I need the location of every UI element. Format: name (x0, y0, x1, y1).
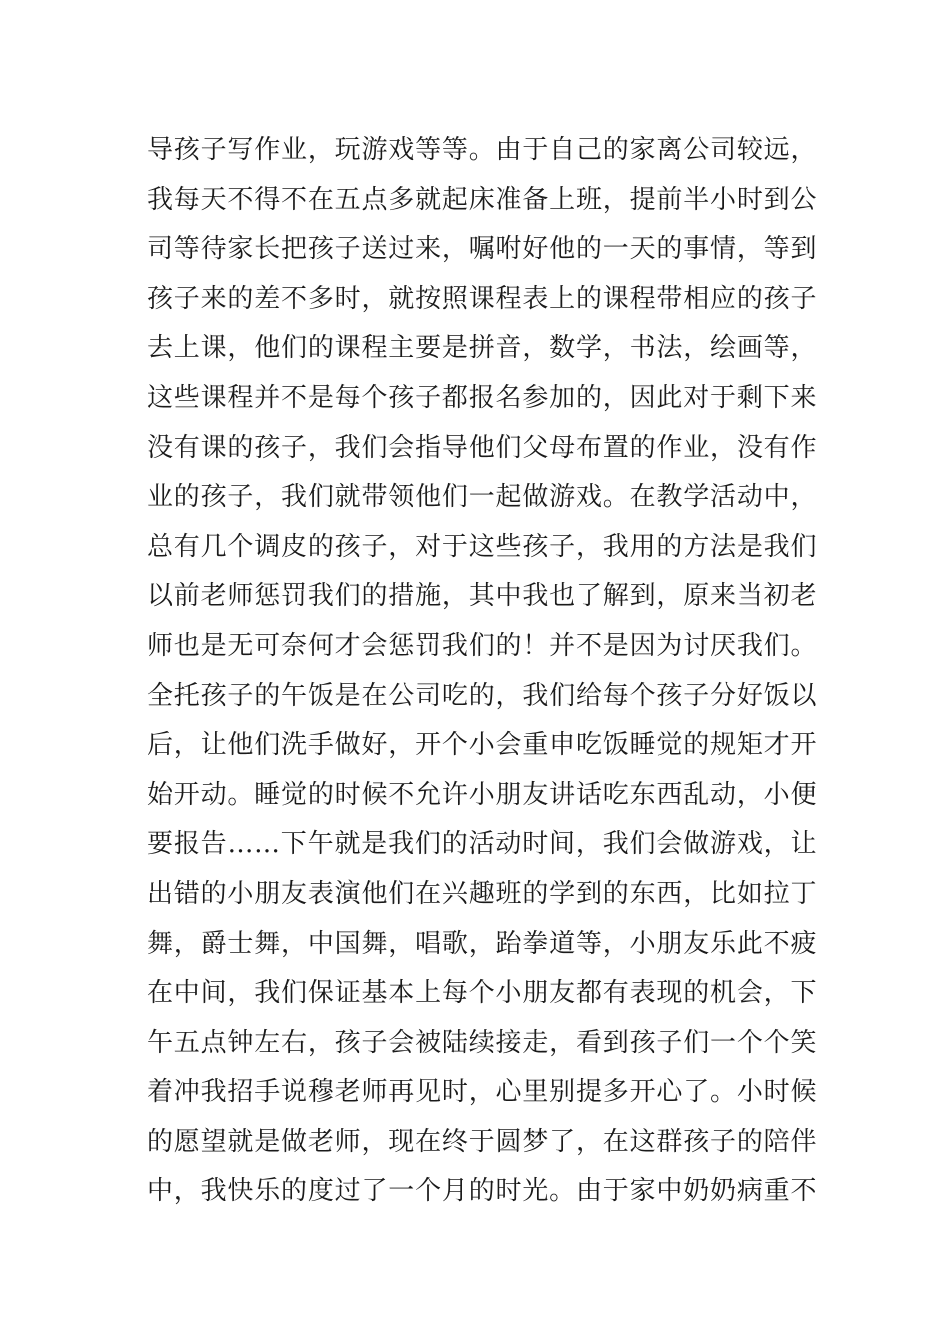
text-line: 去上课，他们的课程主要是拼音，数学，书法，绘画等， (147, 333, 817, 364)
text-line: 总有几个调皮的孩子，对于这些孩子，我用的方法是我们 (147, 531, 817, 562)
text-line: 师也是无可奈何才会惩罚我们的！并不是因为讨厌我们。 (147, 630, 817, 661)
text-line: 全托孩子的午饭是在公司吃的，我们给每个孩子分好饭以 (147, 680, 817, 711)
text-line: 舞，爵士舞，中国舞，唱歌，跆拳道等，小朋友乐此不疲 (147, 928, 817, 959)
text-line: 的愿望就是做老师，现在终于圆梦了，在这群孩子的陪伴 (147, 1126, 817, 1157)
text-line: 出错的小朋友表演他们在兴趣班的学到的东西，比如拉丁 (147, 878, 817, 909)
text-line: 午五点钟左右，孩子会被陆续接走，看到孩子们一个个笑 (147, 1027, 817, 1058)
text-line: 要报告……下午就是我们的活动时间，我们会做游戏，让 (147, 829, 817, 860)
text-line: 着冲我招手说穆老师再见时，心里别提多开心了。小时候 (147, 1077, 817, 1108)
text-line: 没有课的孩子，我们会指导他们父母布置的作业，没有作 (147, 432, 817, 463)
text-line: 业的孩子，我们就带领他们一起做游戏。在教学活动中， (147, 482, 817, 513)
body-text (147, 126, 817, 1217)
text-line: 我每天不得不在五点多就起床准备上班，提前半小时到公 (147, 184, 817, 215)
text-line: 在中间，我们保证基本上每个小朋友都有表现的机会，下 (147, 978, 817, 1009)
text-line: 以前老师惩罚我们的措施，其中我也了解到，原来当初老 (147, 581, 817, 612)
text-line: 导孩子写作业，玩游戏等等。由于自己的家离公司较远， (147, 135, 817, 165)
text-line: 中，我快乐的度过了一个月的时光。由于家中奶奶病重不 (147, 1176, 817, 1207)
text-line: 始开动。睡觉的时候不允许小朋友讲话吃东西乱动，小便 (147, 779, 817, 810)
text-line: 这些课程并不是每个孩子都报名参加的，因此对于剩下来 (147, 382, 817, 413)
text-line: 后，让他们洗手做好，开个小会重申吃饭睡觉的规矩才开 (147, 730, 817, 761)
text-line: 孩子来的差不多时，就按照课程表上的课程带相应的孩子 (147, 283, 817, 314)
text-line: 司等待家长把孩子送过来，嘱咐好他的一天的事情，等到 (147, 234, 817, 265)
